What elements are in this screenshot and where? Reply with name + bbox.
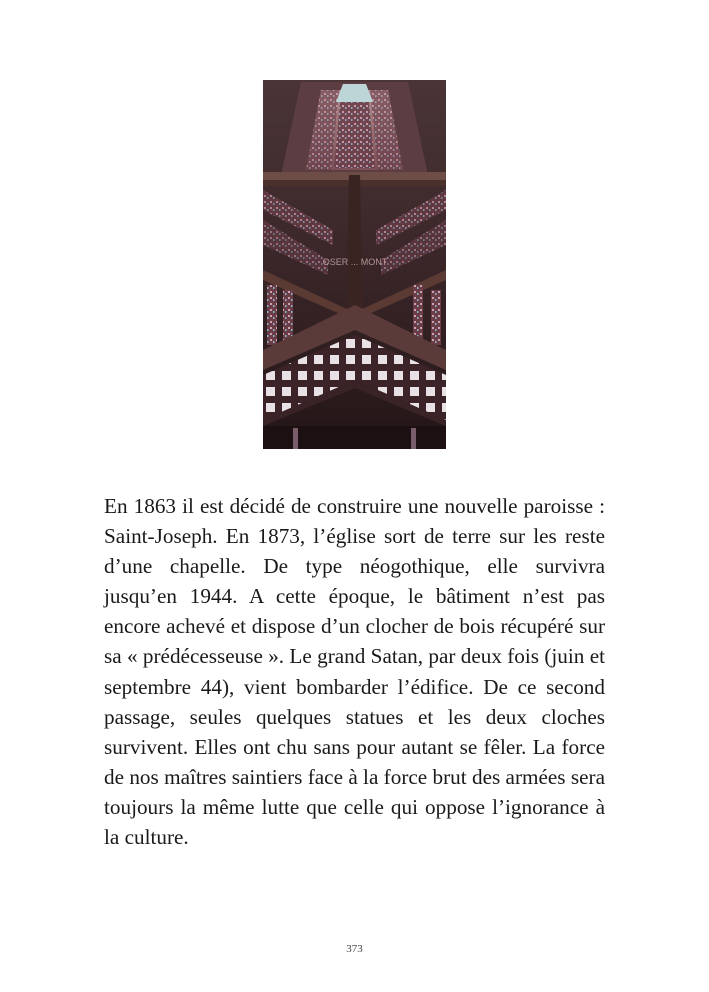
page-number: 373	[346, 943, 363, 955]
svg-text:OSER ... MONT: OSER ... MONT	[322, 257, 388, 267]
church-tower-interior-photo	[263, 80, 446, 449]
body-paragraph: En 1863 il est décidé de construire une nouvelle paroisse : Saint-Joseph. En 1873, l’église sort de terre sur les reste d’une chapelle. De type néogothique, elle survivra jusqu’en 1944. A cette époque, le bâtiment n’est pas encore achevé et dispose d’un clocher de bois récupéré sur sa « prédécesseuse ». Le grand Satan, par deux fois (juin et septembre 44), vient bombarder l’édifice. De ce second passage, seules quelques statues et les deux cloches survivent. Elles ont chu sans pour autant se fêler. La force de nos maîtres saintiers face à la force brut des armées sera toujours la même lutte que celle qui oppose l’ignorance à la culture.	[104, 494, 605, 850]
